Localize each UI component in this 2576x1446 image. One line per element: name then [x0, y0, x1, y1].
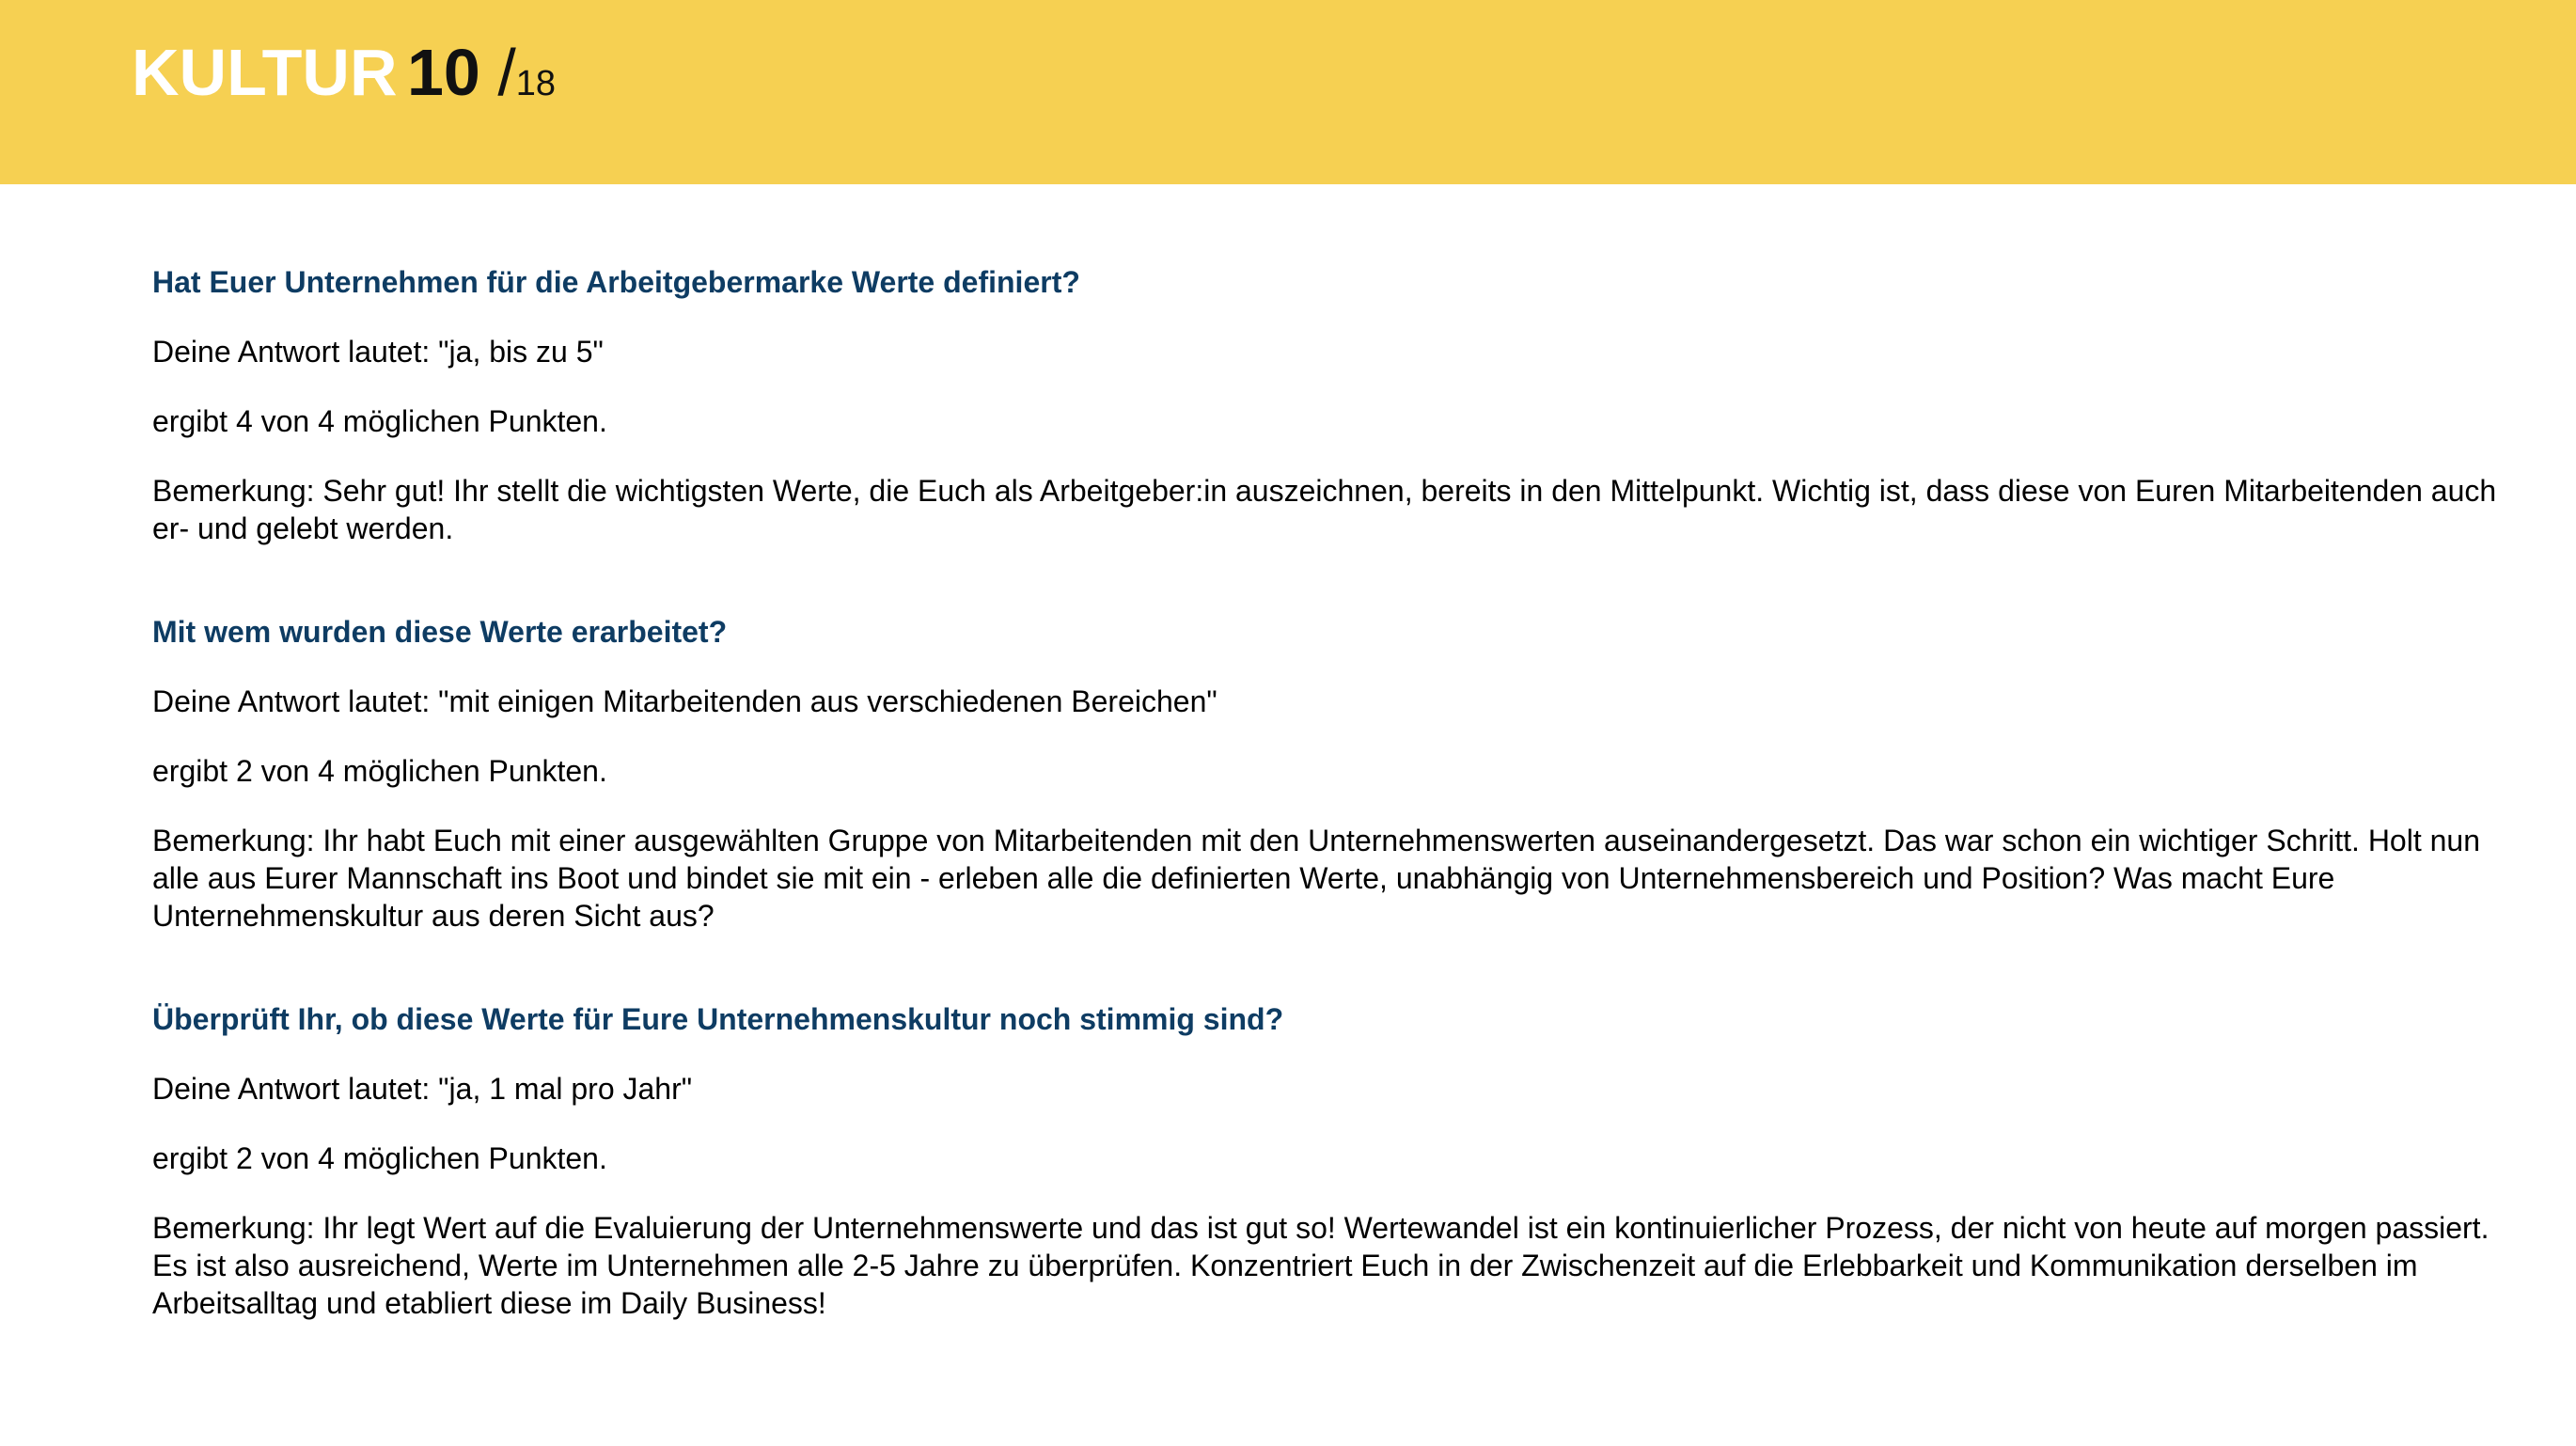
- question-heading: Überprüft Ihr, ob diese Werte für Eure Unternehmenskultur noch stimmig sind?: [152, 1002, 1284, 1036]
- question-heading: Mit wem wurden diese Werte erarbeitet?: [152, 615, 728, 649]
- remark-text: Bemerkung: Sehr gut! Ihr stellt die wichtigsten Werte, die Euch als Arbeitgeber:in auszeichnen, bereits in den Mittelpunkt. Wichtig ist, dass diese von Euren Mitarbeitenden auch er- und gelebt werden.: [152, 474, 2497, 545]
- remark-text: Bemerkung: Ihr habt Euch mit einer ausgewählten Gruppe von Mitarbeitenden mit den Unternehmenswerten auseinandergesetzt. Das war schon ein wichtiger Schritt. Holt nun alle aus Eurer Mannschaft ins Boot und bindet sie mit ein - erleben alle die definierten Werte, unabhängig von Unternehmensbereich und Position? Was macht Eure Unternehmenskultur aus deren Sicht aus?: [152, 824, 2480, 933]
- answer-text: Deine Antwort lautet: "ja, 1 mal pro Jahr": [152, 1072, 693, 1106]
- page-separator: /: [497, 36, 516, 109]
- remark-text: Bemerkung: Ihr legt Wert auf die Evaluierung der Unternehmenswerte und das ist gut so! Wertewandel ist ein kontinuierlicher Prozess, der nicht von heute auf morgen passiert. Es ist also ausreichend, Werte im Unternehmen alle 2-5 Jahre zu überprüfen. Konzentriert Euch in der Zwischenzeit auf die Erlebbarkeit und Kommunikation derselben im Arbeitsalltag und etabliert diese im Daily Business!: [152, 1211, 2490, 1320]
- score-text: ergibt 2 von 4 möglichen Punkten.: [152, 754, 607, 788]
- page-title: [132, 36, 557, 109]
- score-text: ergibt 4 von 4 möglichen Punkten.: [152, 404, 607, 438]
- results-content: [152, 263, 2531, 1388]
- header-bar: [0, 0, 2576, 184]
- question-heading: Hat Euer Unternehmen für die Arbeitgebermarke Werte definiert?: [152, 265, 1080, 299]
- question-block-3: [152, 1000, 2531, 1322]
- page-total: 18: [515, 64, 557, 103]
- answer-text: Deine Antwort lautet: "mit einigen Mitarbeitenden aus verschiedenen Bereichen": [152, 684, 1217, 718]
- question-block-2: [152, 613, 2531, 935]
- answer-text: Deine Antwort lautet: "ja, bis zu 5": [152, 335, 604, 369]
- section-name: KULTUR: [132, 36, 398, 109]
- page-current: 10: [406, 36, 480, 109]
- score-text: ergibt 2 von 4 möglichen Punkten.: [152, 1141, 607, 1175]
- question-block-1: [152, 263, 2531, 547]
